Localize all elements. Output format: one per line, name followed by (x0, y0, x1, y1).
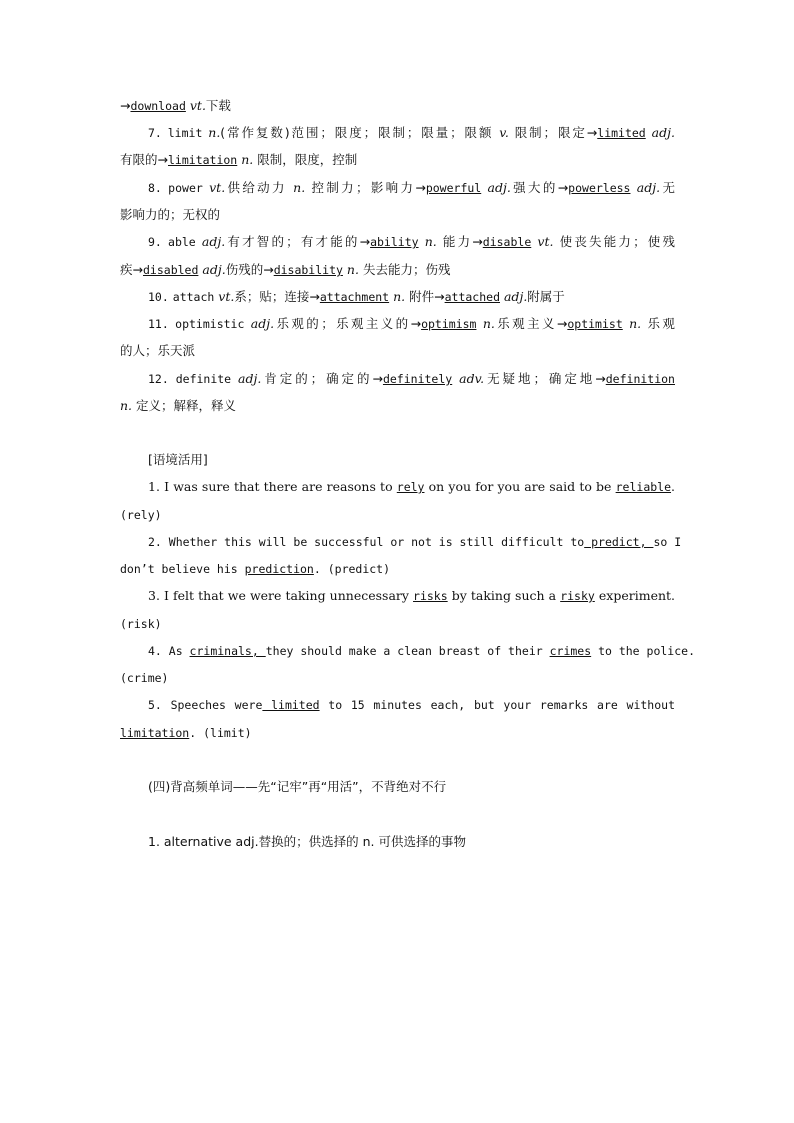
answer-blank: crimes (549, 644, 592, 658)
answer-blank: prediction (244, 562, 314, 576)
context-item-4-hint: (crime) (120, 671, 169, 685)
vocab-item-9: 9. able adj.有才智的；有才能的→ability n. 能力→disable vt. 使丧失能力；使残 (148, 234, 675, 249)
answer-blank: optimism (421, 317, 477, 331)
section-heading-context: [语境活用] (148, 452, 208, 467)
answer-blank: disable (482, 235, 532, 249)
answer-blank: download (130, 99, 186, 113)
vocab-item-12-cont: n. 定义；解释，释义 (120, 398, 237, 413)
answer-blank: rely (396, 480, 425, 494)
answer-blank: definition (605, 372, 675, 386)
section4-item-1: 1. alternative adj.替换的；供选择的 n. 可供选择的事物 (148, 834, 466, 849)
context-item-3: 3. I felt that we were taking unnecessary risks by taking such a risky experiment. (148, 588, 676, 603)
context-item-1-hint: (rely) (120, 508, 162, 522)
answer-blank: reliable (615, 480, 672, 494)
vocab-item-8-cont: 影响力的；无权的 (120, 207, 221, 222)
answer-blank: disability (273, 263, 343, 277)
context-item-3-hint: (risk) (120, 617, 162, 631)
vocab-item-10: 10. attach vt.系；贴；连接→attachment n. 附件→attached adj.附属于 (148, 289, 565, 304)
context-item-2: 2. Whether this will be successful or not is still difficult to predict, so I (148, 535, 682, 549)
context-item-5: 5. Speeches were limited to 15 minutes each, but your remarks are without (148, 698, 675, 712)
vocab-item-7-cont: 有限的→limitation n. 限制，限度，控制 (120, 152, 358, 167)
section-heading-4: (四)背高频单词——先“记牢”再“用活”，不背绝对不行 (148, 779, 447, 794)
answer-blank: limited (262, 698, 320, 712)
vocab-item-11: 11. optimistic adj.乐观的；乐观主义的→optimism n.乐观主义→optimist n. 乐观 (148, 316, 675, 331)
answer-blank: powerful (425, 181, 482, 195)
answer-blank: disabled (143, 263, 199, 277)
answer-blank: attached (444, 290, 500, 304)
answer-blank: predict, (584, 535, 654, 549)
vocab-item-8: 8. power vt.供给动力 n. 控制力；影响力→powerful adj.强大的→powerless adj.无 (148, 180, 675, 195)
answer-blank: limitation (120, 726, 190, 740)
answer-blank: definitely (382, 372, 453, 386)
answer-blank: powerless (568, 181, 631, 195)
answer-blank: optimist (567, 317, 623, 331)
answer-blank: criminals, (189, 644, 266, 658)
answer-blank: attachment (319, 290, 390, 304)
vocab-item-11-cont: 的人；乐天派 (120, 343, 196, 358)
answer-blank: ability (370, 235, 419, 249)
context-item-1: 1. I was sure that there are reasons to rely on you for you are said to be reliable. (148, 479, 675, 494)
vocab-item-9-cont: 疾→disabled adj.伤残的→disability n. 失去能力；伤残 (120, 262, 451, 277)
context-item-2-cont: don’t believe his prediction. (predict) (120, 562, 391, 576)
answer-blank: limited (597, 126, 646, 140)
vocab-line-download: →download vt.下载 (120, 98, 231, 113)
answer-blank: risks (413, 589, 448, 603)
context-item-5-cont: limitation. (limit) (120, 726, 252, 740)
answer-blank: limitation (168, 153, 238, 167)
vocab-item-7: 7. limit n.(常作复数)范围；限度；限制；限量；限额 v. 限制；限定→limited adj. (148, 125, 675, 140)
answer-blank: risky (560, 589, 595, 603)
context-item-4: 4. As criminals, they should make a clean breast of their crimes to the police. (148, 644, 695, 658)
vocab-item-12: 12. definite adj.肯定的；确定的→definitely adv.无疑地；确定地→definition (148, 371, 675, 386)
